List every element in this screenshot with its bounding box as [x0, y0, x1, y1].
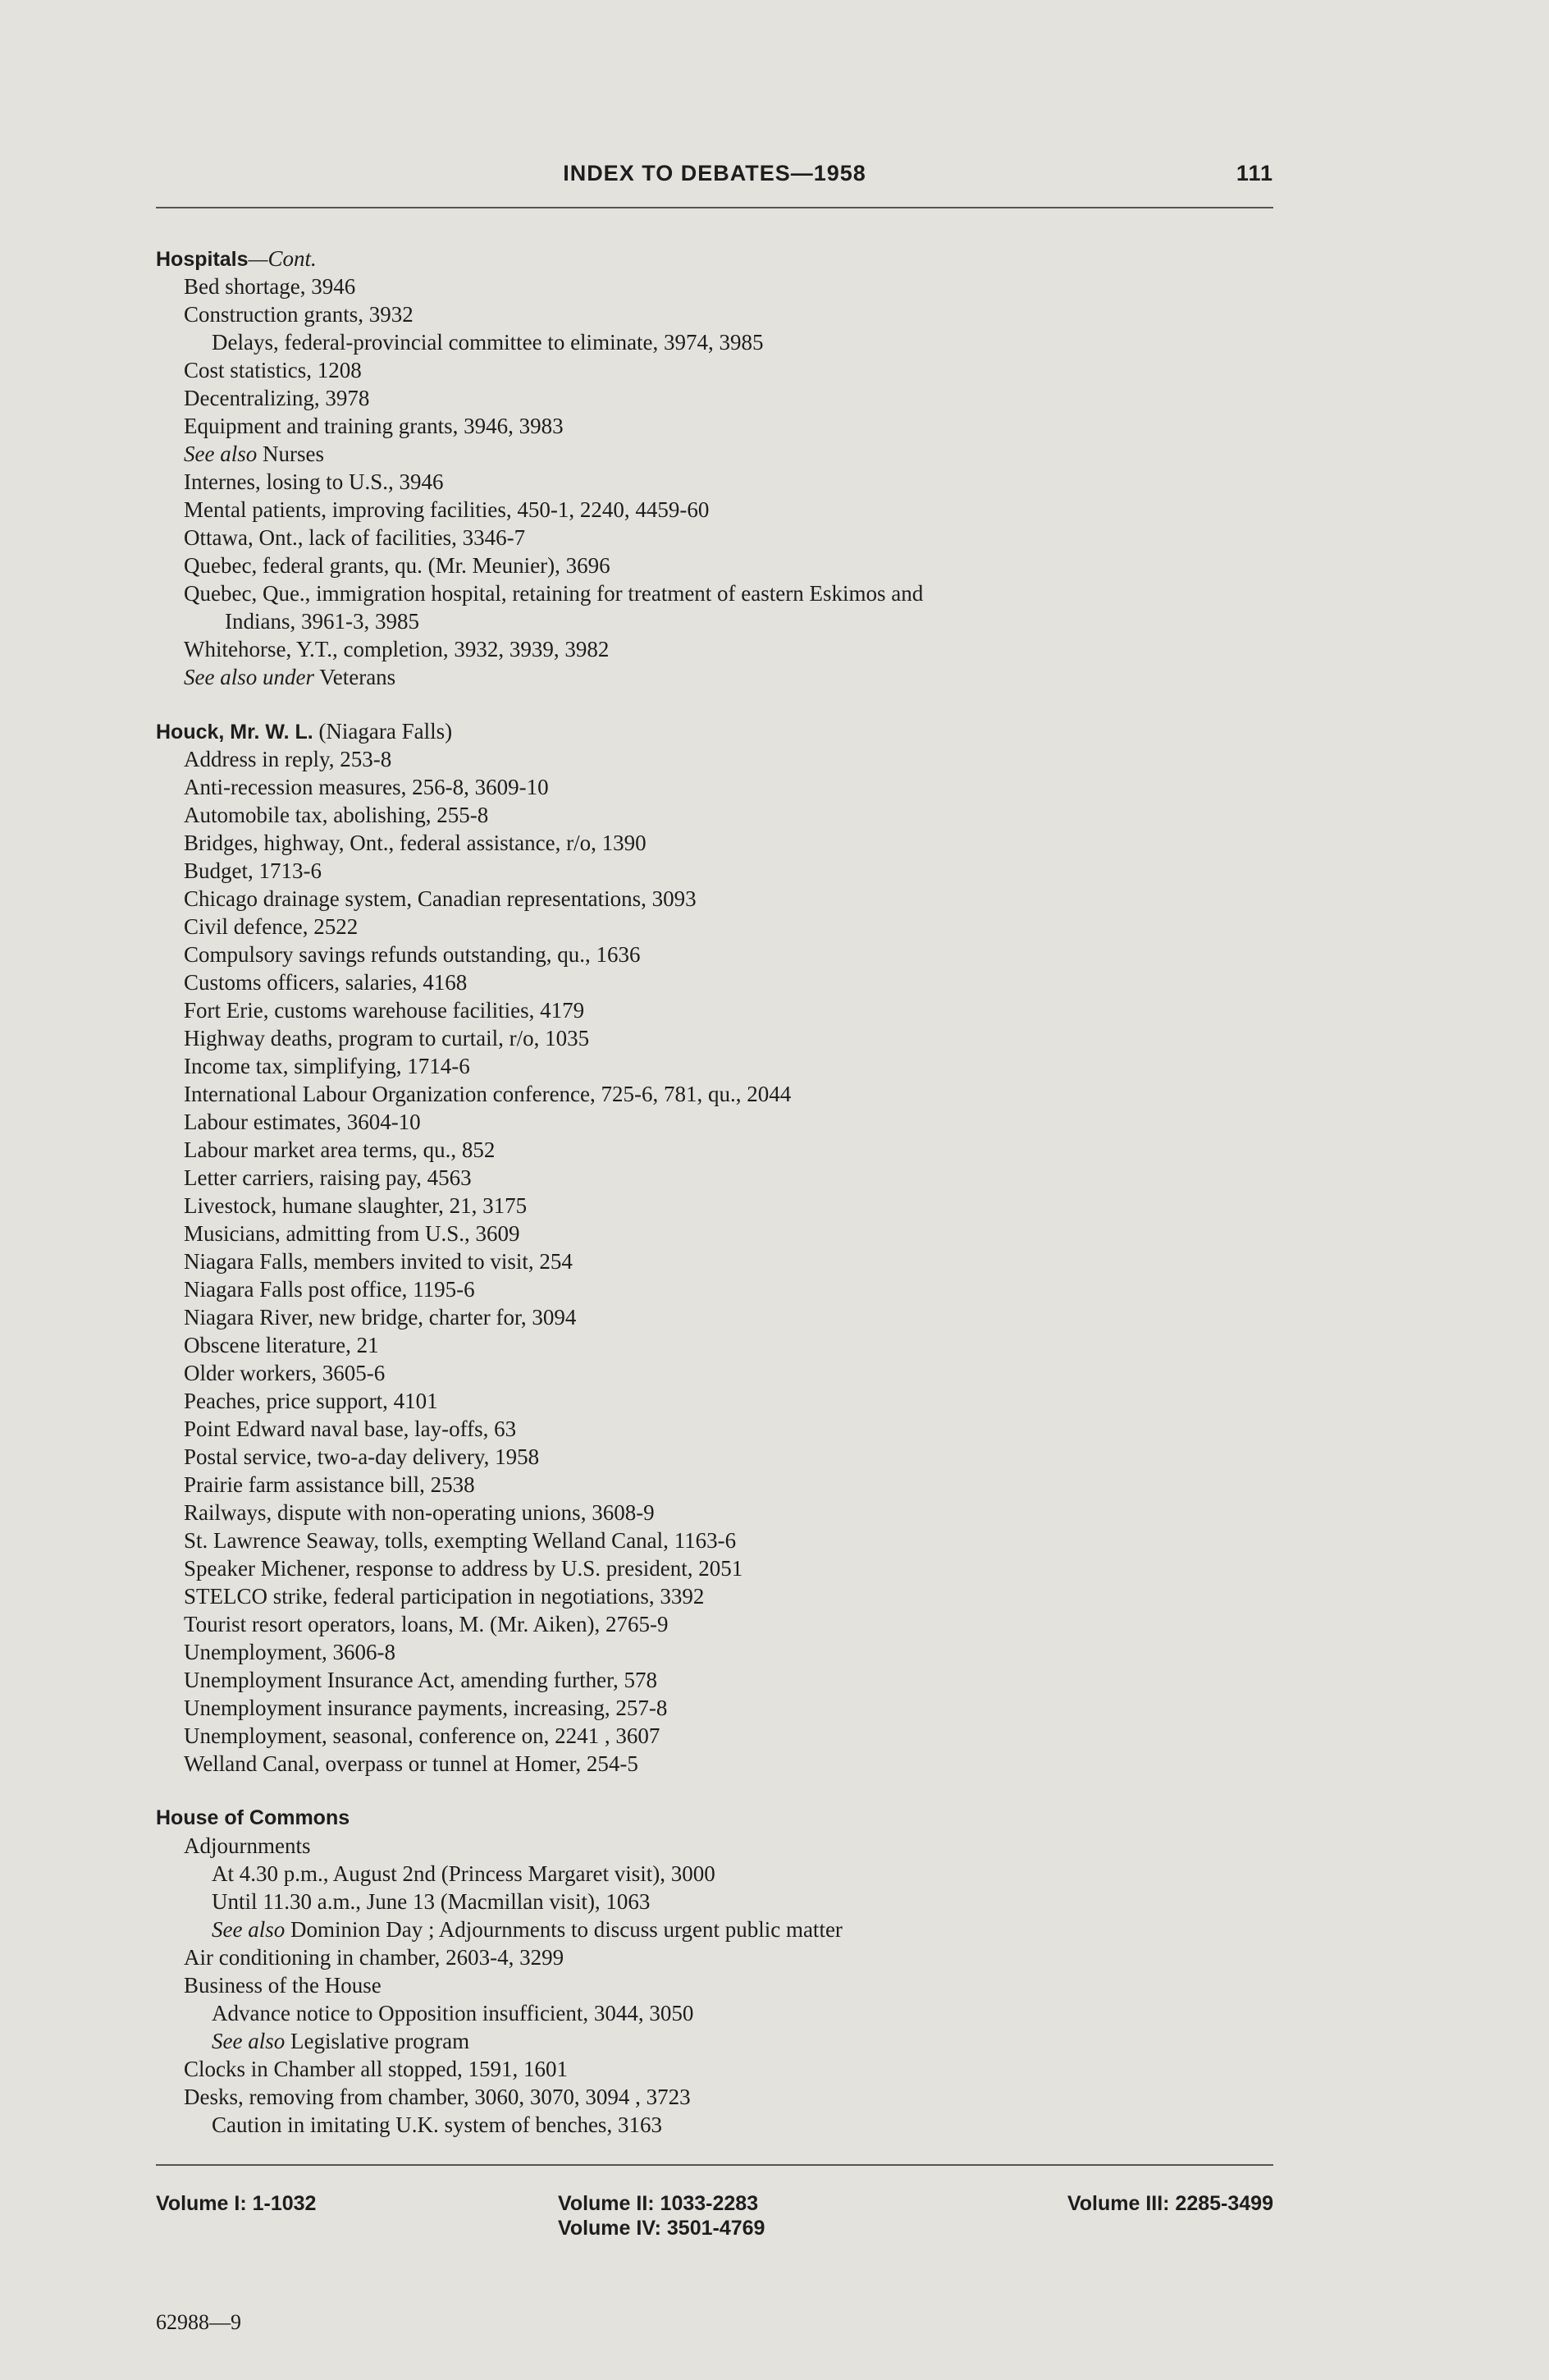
index-entry [156, 1108, 1273, 1136]
header-rule [156, 207, 1273, 208]
section-heading [156, 717, 1273, 745]
index-entry-text: Unemployment, seasonal, conference on, 2241 , 3607 [184, 1723, 660, 1748]
index-entry [156, 1694, 1273, 1722]
index-entry [156, 1387, 1273, 1415]
index-entry-text: Income tax, simplifying, 1714-6 [184, 1054, 470, 1078]
index-entry [156, 1303, 1273, 1331]
index-entry-text: Fort Erie, customs warehouse facilities, 4179 [184, 998, 585, 1023]
volume-footer [156, 2191, 1273, 2257]
see-also-reference: See also under [184, 665, 314, 689]
index-entry-text: Adjournments [184, 1833, 311, 1858]
index-entry [156, 272, 1273, 300]
plate-code: 62988—9 [156, 2310, 241, 2334]
index-entry-text: Labour market area terms, qu., 852 [184, 1137, 496, 1162]
index-entry-text: Chicago drainage system, Canadian representations, 3093 [184, 886, 697, 911]
see-also-reference: See also [184, 442, 258, 466]
index-entry [156, 1943, 1273, 1971]
index-entry-text: Caution in imitating U.K. system of benches, 3163 [212, 2112, 662, 2137]
index-entry-text: Bridges, highway, Ont., federal assistance, r/o, 1390 [184, 831, 647, 855]
index-entry [156, 328, 1273, 356]
index-entry [156, 2083, 1273, 2111]
see-also-reference: See also [212, 2029, 286, 2053]
index-entry-text: Postal service, two-a-day delivery, 1958 [184, 1444, 540, 1469]
index-entry [156, 857, 1273, 885]
index-entry [156, 1915, 1273, 1943]
index-entry [156, 663, 1273, 691]
section-heading-text: Hospitals [156, 248, 249, 271]
volume-4-range: Volume IV: 3501-4769 [558, 2217, 765, 2240]
index-entry-text: Railways, dispute with non-operating unions, 3608-9 [184, 1500, 655, 1525]
index-entry-text: Dominion Day ; Adjournments to discuss urgent public matter [290, 1917, 843, 1942]
page-header [156, 161, 1273, 194]
index-entry-text: Until 11.30 a.m., June 13 (Macmillan visit), 1063 [212, 1889, 651, 1914]
section-heading-riding: (Niagara Falls) [313, 719, 453, 744]
volume-1-range: Volume I: 1-1032 [156, 2192, 317, 2215]
page-number: 111 [1236, 161, 1273, 185]
index-entry-text: Peaches, price support, 4101 [184, 1389, 438, 1413]
index-entry [156, 356, 1273, 384]
index-entry-text: STELCO strike, federal participation in negotiations, 3392 [184, 1584, 705, 1609]
index-entry-text: Obscene literature, 21 [184, 1333, 379, 1357]
index-entry-text: Civil defence, 2522 [184, 914, 359, 939]
index-entry [156, 552, 1273, 579]
index-entry [156, 579, 1273, 607]
index-entry [156, 1331, 1273, 1359]
index-entry [156, 968, 1273, 996]
index-entry [156, 1638, 1273, 1666]
index-entry-text: Quebec, federal grants, qu. (Mr. Meunier), 3696 [184, 553, 610, 578]
index-entry [156, 885, 1273, 913]
index-entry-text: Niagara Falls, members invited to visit, 254 [184, 1249, 573, 1274]
index-entry [156, 1999, 1273, 2027]
index-section [156, 245, 1273, 691]
volume-2-range: Volume II: 1033-2283 [558, 2192, 759, 2215]
index-entry-text: At 4.30 p.m., August 2nd (Princess Margaret visit), 3000 [212, 1861, 715, 1886]
index-entry [156, 1722, 1273, 1750]
index-entry-text: St. Lawrence Seaway, tolls, exempting Welland Canal, 1163-6 [184, 1528, 737, 1553]
index-entry [156, 607, 1273, 635]
index-entry [156, 1554, 1273, 1582]
index-entry-text: Desks, removing from chamber, 3060, 3070, 3094 , 3723 [184, 2085, 691, 2109]
index-entry-text: Letter carriers, raising pay, 4563 [184, 1165, 472, 1190]
index-entry-text: Equipment and training grants, 3946, 3983 [184, 414, 564, 438]
index-entry [156, 1136, 1273, 1164]
index-entry-text: Cost statistics, 1208 [184, 358, 362, 382]
index-entry [156, 913, 1273, 941]
index-entry-text: Highway deaths, program to curtail, r/o, 1035 [184, 1026, 590, 1050]
index-entry [156, 1666, 1273, 1694]
section-heading-text: Houck, Mr. W. L. [156, 721, 313, 744]
index-entry-text: Legislative program [290, 2029, 470, 2053]
index-entry-text: Nurses [262, 442, 324, 466]
index-entry-text: International Labour Organization conference, 725-6, 781, qu., 2044 [184, 1082, 792, 1106]
index-entry [156, 1415, 1273, 1443]
index-entry-text: Tourist resort operators, loans, M. (Mr. Aiken), 2765-9 [184, 1612, 669, 1636]
index-entry [156, 1832, 1273, 1860]
index-entry-text: Mental patients, improving facilities, 450-1, 2240, 4459-60 [184, 497, 710, 522]
section-heading [156, 245, 1273, 272]
index-entry [156, 384, 1273, 412]
index-entry [156, 801, 1273, 829]
index-entry-text: Veterans [319, 665, 396, 689]
index-entry [156, 1192, 1273, 1220]
index-entry [156, 1247, 1273, 1275]
index-entry [156, 1582, 1273, 1610]
index-entry-text: Decentralizing, 3978 [184, 386, 370, 410]
index-entry [156, 1888, 1273, 1915]
section-heading [156, 1804, 1273, 1832]
index-entry [156, 941, 1273, 968]
index-entry-text: Internes, losing to U.S., 3946 [184, 469, 444, 494]
index-entry [156, 1971, 1273, 1999]
index-entry [156, 2111, 1273, 2139]
index-entry [156, 1499, 1273, 1526]
index-entry-text: Indians, 3961-3, 3985 [225, 609, 419, 634]
index-entry [156, 440, 1273, 468]
index-entry [156, 1359, 1273, 1387]
index-entry-text: Prairie farm assistance bill, 2538 [184, 1472, 475, 1497]
index-entry [156, 773, 1273, 801]
index-entry [156, 1024, 1273, 1052]
index-section [156, 717, 1273, 1778]
index-entry-text: Advance notice to Opposition insufficient, 3044, 3050 [212, 2001, 694, 2025]
index-entry-text: Labour estimates, 3604-10 [184, 1110, 421, 1134]
index-entry-text: Compulsory savings refunds outstanding, qu., 1636 [184, 942, 641, 967]
index-entry [156, 300, 1273, 328]
index-entry-text: Address in reply, 253-8 [184, 747, 392, 771]
index-entry-text: Construction grants, 3932 [184, 302, 414, 327]
index-entry-text: Delays, federal-provincial committee to eliminate, 3974, 3985 [212, 330, 764, 355]
index-entry [156, 996, 1273, 1024]
index-entry [156, 1164, 1273, 1192]
page-title: INDEX TO DEBATES—1958 [563, 161, 866, 185]
section-heading-text: House of Commons [156, 1806, 350, 1829]
index-entry-text: Quebec, Que., immigration hospital, retaining for treatment of eastern Eskimos and [184, 581, 924, 606]
index-entry-text: Musicians, admitting from U.S., 3609 [184, 1221, 520, 1246]
index-entry-text: Welland Canal, overpass or tunnel at Homer, 254-5 [184, 1751, 638, 1776]
index-entry [156, 468, 1273, 496]
index-entry [156, 829, 1273, 857]
index-entry-text: Ottawa, Ont., lack of facilities, 3346-7 [184, 525, 526, 550]
index-entry-text: Automobile tax, abolishing, 255-8 [184, 803, 489, 827]
index-entry [156, 1526, 1273, 1554]
index-entry [156, 1610, 1273, 1638]
index-entry [156, 1443, 1273, 1471]
volume-2-4-block [558, 2191, 765, 2240]
index-entry [156, 1750, 1273, 1778]
index-entry [156, 1220, 1273, 1247]
index-entry [156, 524, 1273, 552]
index-entry [156, 2027, 1273, 2055]
index-entry-text: Customs officers, salaries, 4168 [184, 970, 468, 995]
section-heading-continued: —Cont. [248, 246, 317, 271]
index-entry-text: Air conditioning in chamber, 2603-4, 3299 [184, 1945, 564, 1970]
index-entry [156, 1052, 1273, 1080]
index-entry-text: Clocks in Chamber all stopped, 1591, 1601 [184, 2057, 568, 2081]
index-entry-text: Whitehorse, Y.T., completion, 3932, 3939, 3982 [184, 637, 610, 661]
index-entry-text: Business of the House [184, 1973, 382, 1998]
index-entry-text: Speaker Michener, response to address by U.S. president, 2051 [184, 1556, 743, 1581]
index-entry [156, 2055, 1273, 2083]
index-entry [156, 496, 1273, 524]
index-entry-text: Older workers, 3605-6 [184, 1361, 386, 1385]
index-entry-text: Unemployment insurance payments, increasing, 257-8 [184, 1696, 668, 1720]
index-entry-text: Niagara Falls post office, 1195-6 [184, 1277, 475, 1302]
index-entry-text: Niagara River, new bridge, charter for, 3094 [184, 1305, 577, 1330]
index-entry [156, 745, 1273, 773]
index-entry-text: Unemployment, 3606-8 [184, 1640, 395, 1664]
index-sections [156, 245, 1273, 2165]
index-entry-text: Bed shortage, 3946 [184, 274, 356, 299]
index-entry-text: Livestock, humane slaughter, 21, 3175 [184, 1193, 528, 1218]
index-entry [156, 1275, 1273, 1303]
index-entry [156, 1471, 1273, 1499]
index-entry-text: Unemployment Insurance Act, amending further, 578 [184, 1668, 658, 1692]
index-entry [156, 635, 1273, 663]
see-also-reference: See also [212, 1917, 286, 1942]
index-entry [156, 1860, 1273, 1888]
index-entry-text: Budget, 1713-6 [184, 858, 322, 883]
index-entry-text: Anti-recession measures, 256-8, 3609-10 [184, 775, 549, 799]
index-entry-text: Point Edward naval base, lay-offs, 63 [184, 1417, 517, 1441]
index-entry [156, 412, 1273, 440]
footer-rule [156, 2164, 1273, 2166]
volume-3-range: Volume III: 2285-3499 [1067, 2192, 1273, 2215]
index-section [156, 1804, 1273, 2139]
index-entry [156, 1080, 1273, 1108]
